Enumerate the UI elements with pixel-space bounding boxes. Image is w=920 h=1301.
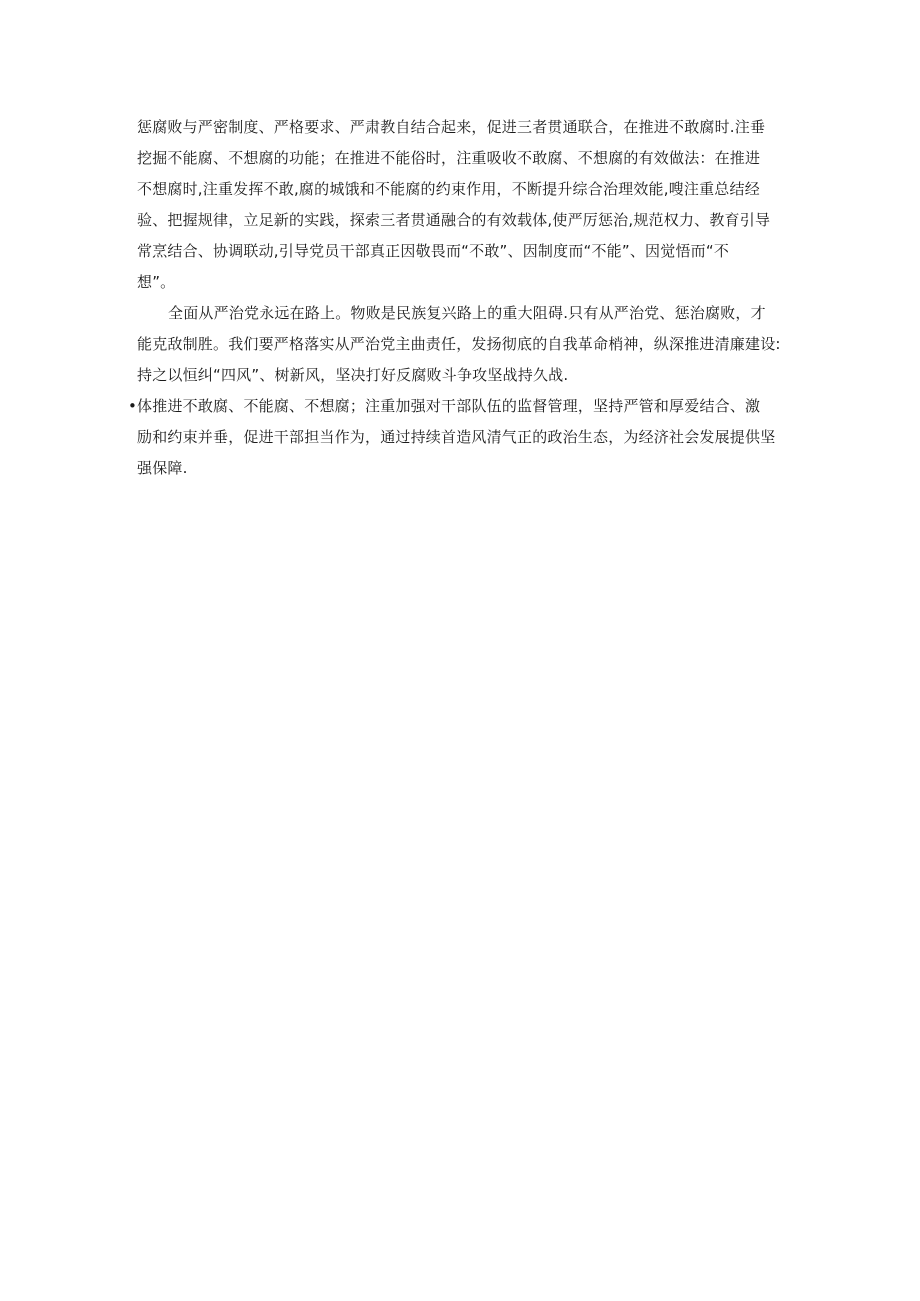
paragraph-1 — [137, 112, 789, 298]
document-body — [128, 112, 789, 484]
text-line: 励和约束并垂，促进干部担当作为，通过持续首造风清气正的政治生态，为经济社会发展提供坚 — [137, 428, 776, 446]
text-line: 想”。 — [137, 273, 176, 291]
paragraph-3 — [128, 391, 789, 484]
text-line: •体推进不敢腐、不能腐、不想腐；注重加强对干部队伍的监督管理，坚持严管和厚爱结合、激 — [128, 397, 761, 415]
text-line: 能克敌制胜。我们要严格落实从严治党主曲责任，发扬彻底的自我革命梢神，纵深推进清廉建设: — [137, 335, 781, 353]
paragraph-2 — [137, 298, 789, 391]
text-line: 验、把握规律，立足新的实践，探索三者贯通融合的有效载体,使严厉惩治,规范权力、教育引导 — [137, 211, 771, 229]
text-line: 不想腐时,注重发挥不敢,腐的城饿和不能腐的约束作用，不断提升综合治理效能,嗖注重总结经 — [137, 180, 760, 198]
text-line: 惩腐败与严密制度、严格要求、严肃教自结合起来，促进三者贯通联合，在推进不敢腐时.注垂 — [137, 118, 766, 136]
text-line: 挖掘不能腐、不想腐的功能；在推进不能俗时，注重吸收不敢腐、不想腐的有效做法：在推进 — [137, 149, 761, 167]
text-line: 强保障. — [137, 459, 188, 477]
text-line: 全面从严治党永远在路上。物败是民族复兴路上的重大阻碍.只有从严治党、惩治腐败，才 — [168, 304, 766, 322]
text-line: 常烹结合、协调联动,引导党员干部真正因敬畏而“不敢”、因制度而“不能”、因觉悟而“不 — [137, 242, 730, 260]
text-line: 持之以恒纠“四风”、树新风，坚决打好反腐败斗争攻坚战持久战. — [137, 366, 569, 384]
